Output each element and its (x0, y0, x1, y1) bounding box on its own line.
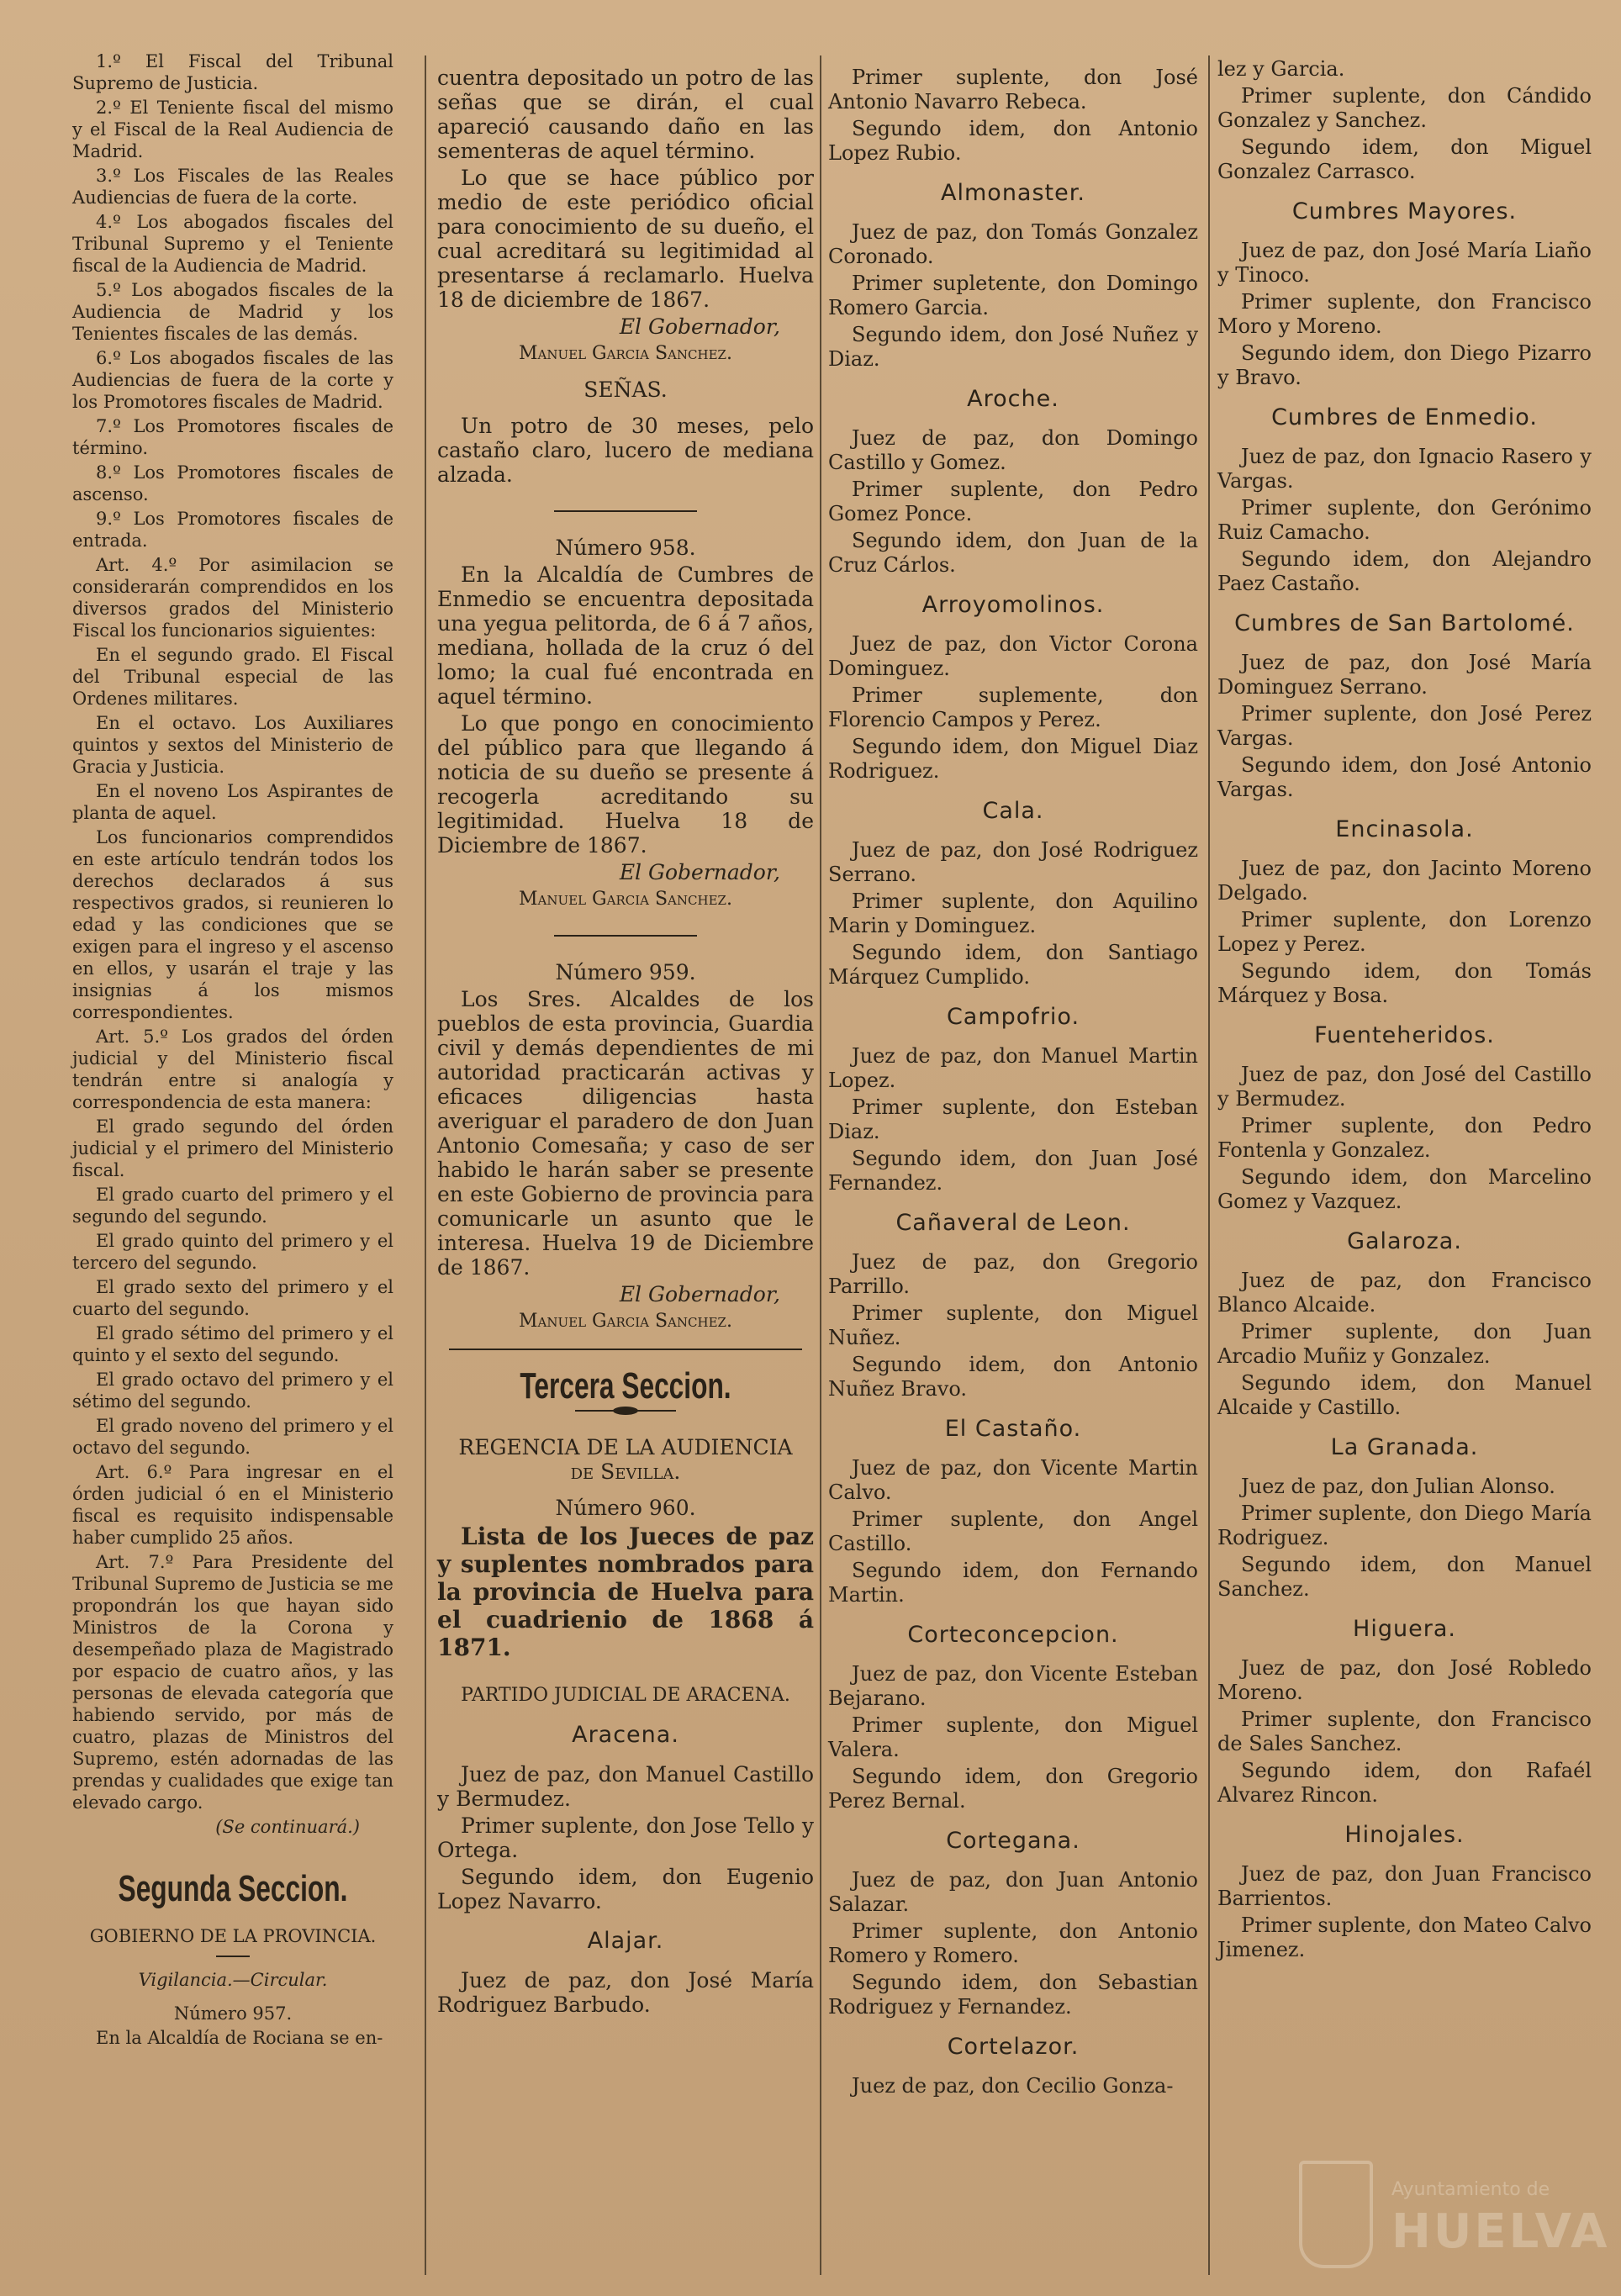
numero-957: Número 957. (173, 2003, 293, 2024)
entry-line: Juez de paz, don Francisco Blanco Alcaide. (1217, 1269, 1592, 1317)
entry-line: Juez de paz, don Vicente Esteban Bejarano. (828, 1662, 1198, 1710)
entry-line: Juez de paz, don Julian Alonso. (1241, 1475, 1555, 1498)
entry-line: Primer suplente, don Gerónimo Ruiz Camacho. (1217, 496, 1592, 544)
entry-line: Juez de paz, don Cecilio Gonza- (852, 2074, 1174, 2098)
article-paragraph: Art. 7.º Para Presidente del Tribunal Supremo de Justicia se me propondrán los que hayan sido Ministros de la Corona y desempeñado plaza de Magistrado por espacio de cuatro años, y las personas de elevada categoría que habiendo servido, por más de cuatro, plazas de Ministros del Supremo, estén adornadas de las prendas y cualidades que exige tan elevado cargo. (72, 1552, 393, 1813)
numero-959: Número 959. (555, 960, 696, 984)
entry-line: Primer suplente, don Antonio Romero y Romero. (828, 1919, 1198, 1967)
ornament-divider (575, 1407, 676, 1415)
entry-line: Segundo idem, don Rafaél Alvarez Rincon. (1217, 1759, 1592, 1807)
entry-line: Primer suplente, don Miguel Valera. (828, 1713, 1198, 1761)
entry-line: Segundo idem, don Juan José Fernandez. (828, 1147, 1198, 1195)
article-paragraph: El grado quinto del primero y el tercero del segundo. (72, 1231, 393, 1273)
article-paragraph: El grado sétimo del primero y el quinto y el sexto del segundo. (72, 1323, 393, 1365)
entry-line: Juez de paz, don José Rodriguez Serrano. (828, 838, 1198, 886)
entry-line: Primer suplente, don José Antonio Navarro Rebeca. (828, 66, 1198, 113)
entry-line: Juez de paz, don José Robledo Moreno. (1217, 1656, 1592, 1704)
entry-line: Juez de paz, don Ignacio Rasero y Vargas. (1217, 445, 1592, 493)
entry-line: Juez de paz, don Tomás Gonzalez Coronado. (828, 220, 1198, 268)
signature-name: Manuel Garcia Sanchez. (519, 343, 732, 364)
entry-line: Primer suplente, don Jose Tello y Ortega. (437, 1813, 814, 1862)
entry-line: Juez de paz, don Manuel Castillo y Bermudez. (437, 1762, 814, 1811)
entry-line: Juez de paz, don Vicente Martin Calvo. (828, 1456, 1198, 1504)
signature-name: Manuel Garcia Sanchez. (519, 1311, 732, 1332)
notice-958-text: En la Alcaldía de Cumbres de Enmedio se encuentra depositada una yegua pelitorda, de 6 á 7 años, mediana, hollada de la cruz ó del lomo; la cual fué encontrada en aquel término. (437, 562, 814, 709)
entry-line: Segundo idem, don Manuel Sanchez. (1217, 1553, 1592, 1601)
ayuntamiento-watermark (1299, 2161, 1610, 2287)
article-paragraph: El grado segundo del órden judicial y el primero del Ministerio fiscal. (72, 1116, 393, 1180)
entry-line: Primer suplente, don Mateo Calvo Jimenez. (1217, 1913, 1592, 1961)
segunda-seccion-title: Segunda Seccion. (118, 1868, 348, 1909)
town-heading: Fuenteheridos. (1314, 1022, 1495, 1048)
town-heading: Hinojales. (1344, 1822, 1465, 1848)
sevilla-heading: de Sevilla. (570, 1459, 681, 1484)
numero-958: Número 958. (555, 536, 696, 560)
article-paragraph: Art. 5.º Los grados del órden judicial y del Ministerio fiscal tendrán entre si analogía y correspondencia de esta manera: (72, 1027, 393, 1112)
coat-of-arms-icon (1299, 2161, 1373, 2268)
entry-line: Segundo idem, don Juan de la Cruz Cárlos. (828, 529, 1198, 577)
column-rule (820, 55, 821, 2275)
column-3 (828, 66, 1198, 2101)
separator (449, 1349, 802, 1350)
town-heading: Arroyomolinos. (921, 592, 1105, 618)
entry-line: Primer suplente, don Miguel Nuñez. (828, 1301, 1198, 1349)
article-paragraph: El grado sexto del primero y el cuarto del segundo. (72, 1277, 393, 1319)
entry-line: Segundo idem, don Miguel Gonzalez Carrasco. (1217, 135, 1592, 183)
separator (216, 1956, 250, 1957)
gobierno-heading: GOBIERNO DE LA PROVINCIA. (89, 1926, 377, 1946)
article-paragraph: El grado octavo del primero y el sétimo del segundo. (72, 1370, 393, 1412)
entry-line: Juez de paz, don Manuel Martin Lopez. (828, 1044, 1198, 1092)
article-paragraph: 3.º Los Fiscales de las Reales Audiencias de fuera de la corte. (72, 166, 393, 208)
separator (554, 935, 697, 937)
entry-line: Primer suplente, don Pedro Fontenla y Gonzalez. (1217, 1114, 1592, 1162)
entry-line: Primer suplente, don Diego María Rodriguez. (1217, 1502, 1592, 1549)
notice-959-text: Los Sres. Alcaldes de los pueblos de esta provincia, Guardia civil y demás dependientes de mi autoridad practicarán activas y eficaces diligencias hasta averiguar el paradero de don Juan Antonio Comesaña; y caso de ser habido le harán saber se presente en este Gobierno de provincia para comunicarle un asunto que le interesa. Huelva 19 de Diciembre de 1867. (437, 987, 814, 1280)
article-paragraph: 1.º El Fiscal del Tribunal Supremo de Justicia. (72, 51, 393, 93)
town-heading: Cumbres de San Bartolomé. (1234, 610, 1575, 636)
entry-line: Juez de paz, don José María Dominguez Serrano. (1217, 651, 1592, 699)
entry-line: Segundo idem, don Eugenio Lopez Navarro. (437, 1865, 814, 1913)
town-heading: Galaroza. (1347, 1228, 1462, 1254)
vigilancia-heading: Vigilancia.—Circular. (138, 1970, 328, 1990)
town-heading: Aroche. (967, 386, 1059, 412)
town-heading: Encinasola. (1335, 816, 1474, 842)
tercera-seccion-title: Tercera Seccion. (520, 1365, 731, 1407)
town-heading: Higuera. (1353, 1616, 1456, 1642)
entry-line: Juez de paz, don Juan Antonio Salazar. (828, 1868, 1198, 1916)
article-paragraph: 6.º Los abogados fiscales de las Audiencias de fuera de la corte y los Promotores fiscales de Madrid. (72, 348, 393, 412)
article-paragraph: 5.º Los abogados fiscales de la Audiencia de Madrid y los Tenientes fiscales de las demás. (72, 280, 393, 344)
article-paragraph: En el noveno Los Aspirantes de planta de aquel. (72, 781, 393, 823)
notice-957-intro: En la Alcaldía de Rociana se en- (96, 2028, 383, 2048)
article-paragraph: El grado cuarto del primero y el segundo del segundo. (72, 1185, 393, 1227)
entry-line: Primer suplemente, don Florencio Campos y Perez. (828, 684, 1198, 731)
entry-line: Segundo idem, don Marcelino Gomez y Vazquez. (1217, 1165, 1592, 1213)
article-paragraph: 8.º Los Promotores fiscales de ascenso. (72, 462, 393, 504)
watermark-line2: HUELVA (1391, 2204, 1610, 2259)
entry-line: Juez de paz, don Juan Francisco Barrientos. (1217, 1862, 1592, 1910)
town-list (828, 181, 1198, 2098)
column-rule (1208, 55, 1210, 2275)
notice-957-text: cuentra depositado un potro de las señas que se dirán, el cual apareció causando daño en las sementeras de aquel término. (437, 66, 814, 163)
separator (554, 510, 697, 512)
column-rule (425, 55, 426, 2275)
town-heading: El Castaño. (944, 1416, 1082, 1442)
entry-line: Primer suplente, don Francisco de Sales Sanchez. (1217, 1707, 1592, 1755)
partido-heading: PARTIDO JUDICIAL DE ARACENA. (461, 1685, 790, 1706)
entry-line: Primer suplente, don Juan Arcadio Muñiz y Gonzalez. (1217, 1320, 1592, 1368)
continued-entries (1217, 57, 1592, 184)
entry-line: Segundo idem, don Manuel Alcaide y Castillo. (1217, 1371, 1592, 1419)
entry-line: Segundo idem, don Santiago Márquez Cumplido. (828, 941, 1198, 989)
entry-line: Segundo idem, don José Nuñez y Diaz. (828, 323, 1198, 371)
entry-line: Juez de paz, don Gregorio Parrillo. (828, 1250, 1198, 1298)
town-heading: Alajar. (587, 1928, 664, 1954)
entry-line: Segundo idem, don Tomás Márquez y Bosa. (1217, 959, 1592, 1007)
town-list (437, 1723, 814, 2017)
entry-line: Segundo idem, don Diego Pizarro y Bravo. (1217, 341, 1592, 389)
town-heading: Campofrio. (946, 1004, 1080, 1030)
entry-line: Juez de paz, don Victor Corona Dominguez. (828, 632, 1198, 680)
entry-line: Segundo idem, don Antonio Lopez Rubio. (828, 117, 1198, 165)
town-heading: Cala. (982, 798, 1044, 824)
signature-name: Manuel Garcia Sanchez. (519, 889, 732, 910)
town-heading: Corteconcepcion. (907, 1622, 1119, 1648)
article-paragraph: En el octavo. Los Auxiliares quintos y sextos del Ministerio de Gracia y Justicia. (72, 713, 393, 777)
entry-line: Primer suplente, don Angel Castillo. (828, 1507, 1198, 1555)
entry-line: Primer suplente, don Aquilino Marin y Dominguez. (828, 889, 1198, 937)
entry-line: Juez de paz, don Jacinto Moreno Delgado. (1217, 857, 1592, 905)
town-heading: Cañaveral de Leon. (895, 1210, 1131, 1236)
article-paragraph: 4.º Los abogados fiscales del Tribunal Supremo y el Teniente fiscal de la Audiencia de Madrid. (72, 212, 393, 276)
article-paragraph: En el segundo grado. El Fiscal del Tribunal especial de las Ordenes militares. (72, 645, 393, 709)
entry-line: Primer suplente, don Cándido Gonzalez y Sanchez. (1217, 84, 1592, 132)
entry-line: Primer suplente, don Francisco Moro y Moreno. (1217, 290, 1592, 338)
numero-960: Número 960. (555, 1496, 696, 1520)
article-paragraph: 9.º Los Promotores fiscales de entrada. (72, 509, 393, 551)
continued-note: (Se continuará.) (215, 1817, 360, 1837)
town-heading: Cumbres de Enmedio. (1271, 404, 1538, 430)
entry-line: Segundo idem, don José Antonio Vargas. (1217, 753, 1592, 801)
entry-line: Primer suplente, don José Perez Vargas. (1217, 702, 1592, 750)
article-paragraph: Art. 6.º Para ingresar en el órden judicial ó en el Ministerio fiscal es requisito indispensable haber cumplido 25 años. (72, 1462, 393, 1548)
town-heading: Aracena. (572, 1722, 679, 1748)
signature-title: El Gobernador, (619, 1282, 780, 1306)
entry-line: Juez de paz, don José María Rodriguez Barbudo. (437, 1968, 814, 2017)
senas-heading: SEÑAS. (583, 377, 668, 402)
entry-line: Segundo idem, don Miguel Diaz Rodriguez. (828, 735, 1198, 783)
article-paragraph: El grado noveno del primero y el octavo del segundo. (72, 1416, 393, 1458)
entry-line: Segundo idem, don Sebastian Rodriguez y Fernandez. (828, 1971, 1198, 2019)
article-paragraph: Art. 4.º Por asimilacion se considerarán comprendidos en los diversos grados del Ministerio Fiscal los funcionarios siguientes: (72, 555, 393, 641)
notice-957-text-2: Lo que se hace público por medio de este periódico oficial para conocimiento de su dueño, el cual acreditará su legitimidad al presentarse á reclamarlo. Huelva 18 de diciembre de 1867. (437, 166, 814, 312)
entry-line: Segundo idem, don Alejandro Paez Castaño. (1217, 547, 1592, 595)
senas-text: Un potro de 30 meses, pelo castaño claro, lucero de mediana alzada. (437, 414, 814, 487)
entry-line: Primer suplente, don Esteban Diaz. (828, 1095, 1198, 1143)
entry-line: Segundo idem, don Fernando Martin. (828, 1559, 1198, 1607)
entry-line: Juez de paz, don José del Castillo y Bermudez. (1217, 1063, 1592, 1111)
town-heading: Cumbres Mayores. (1291, 198, 1518, 224)
watermark-line1: Ayuntamiento de (1391, 2179, 1550, 2200)
town-heading: Cortegana. (946, 1828, 1080, 1854)
signature-title: El Gobernador, (619, 860, 780, 884)
article-paragraph: 2.º El Teniente fiscal del mismo y el Fiscal de la Real Audiencia de Madrid. (72, 98, 393, 161)
decree-articles (72, 50, 393, 1813)
entry-line: lez y Garcia. (1217, 57, 1345, 81)
town-heading: Almonaster. (941, 180, 1085, 206)
entry-line: Segundo idem, don Gregorio Perez Bernal. (828, 1765, 1198, 1813)
entry-line: Primer suplente, don Lorenzo Lopez y Perez. (1217, 908, 1592, 956)
town-list (1217, 199, 1592, 1962)
regencia-heading: REGENCIA DE LA AUDIENCIA (458, 1435, 793, 1459)
entry-line: Primer suplente, don Pedro Gomez Ponce. (828, 478, 1198, 525)
article-paragraph: 7.º Los Promotores fiscales de término. (72, 416, 393, 458)
notice-958-text-2: Lo que pongo en conocimiento del público para que llegando á noticia de su dueño se presente á recogerla acreditando su legitimidad. Huelva 18 de Diciembre de 1867. (437, 711, 814, 858)
town-heading: La Granada. (1330, 1434, 1479, 1460)
entry-line: Juez de paz, don José María Liaño y Tinoco. (1217, 239, 1592, 287)
continued-entries (828, 66, 1198, 166)
town-heading: Cortelazor. (947, 2034, 1080, 2060)
entry-line: Primer supletente, don Domingo Romero Garcia. (828, 272, 1198, 319)
column-4 (1217, 57, 1592, 1965)
column-1 (72, 50, 393, 2051)
entry-line: Juez de paz, don Domingo Castillo y Gomez. (828, 426, 1198, 474)
lista-title: Lista de los Jueces de paz y suplentes nombrados para la provincia de Huelva para el cuadrienio de 1868 á 1871. (437, 1523, 814, 1661)
column-2 (437, 66, 814, 2019)
entry-line: Segundo idem, don Antonio Nuñez Bravo. (828, 1353, 1198, 1401)
signature-title: El Gobernador, (619, 314, 780, 339)
article-paragraph: Los funcionarios comprendidos en este artículo tendrán todos los derechos declarados á sus respectivos grados, si reunieren lo edad y las condiciones que se exigen para el ingreso y el ascenso en ellos, y usarán el traje y las insignias á los mismos correspondientes. (72, 827, 393, 1022)
